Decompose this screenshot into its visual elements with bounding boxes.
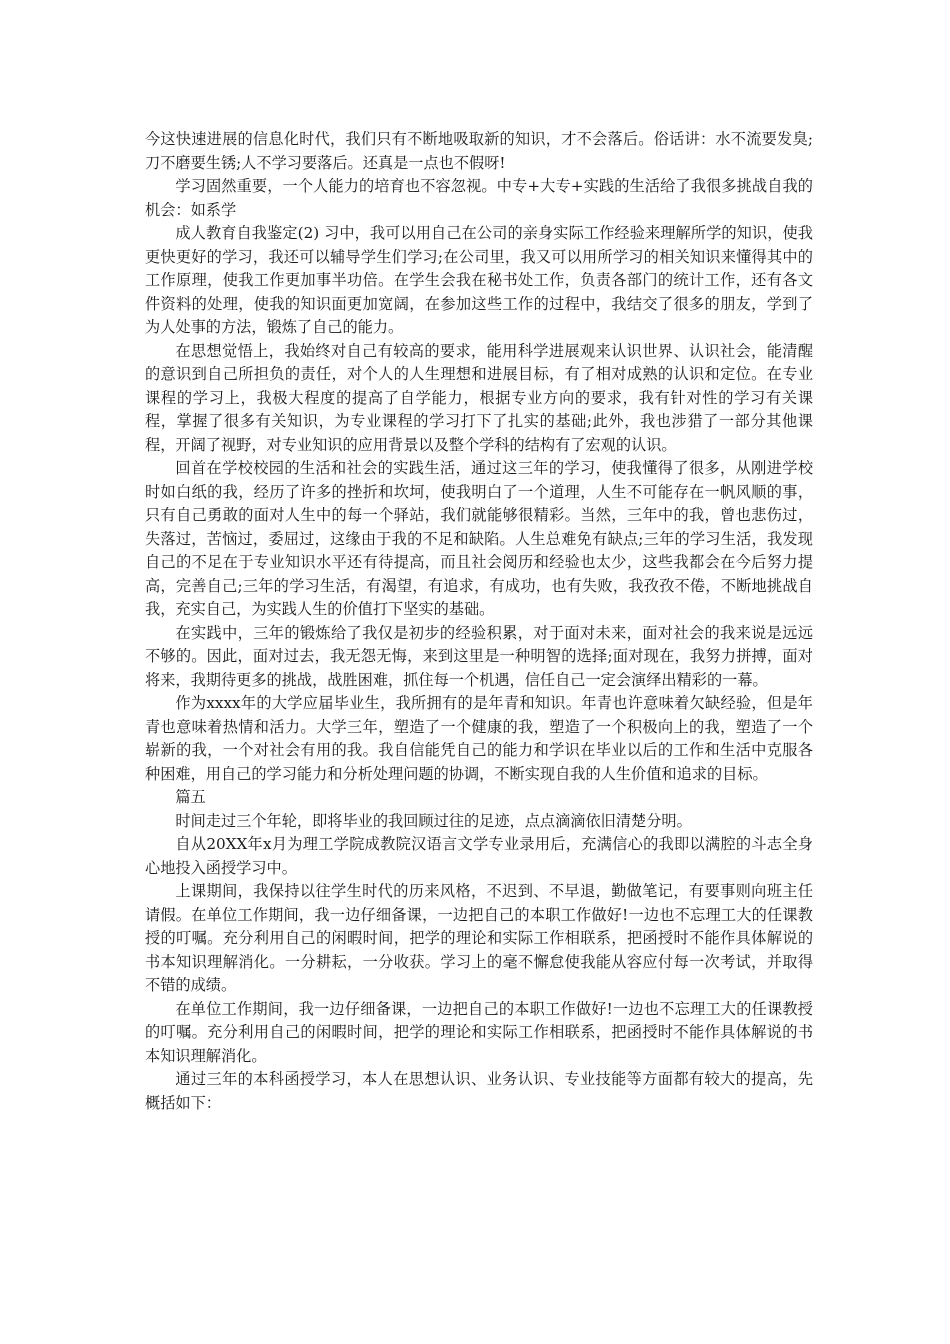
- document-body: [145, 128, 813, 1115]
- paragraph: 今这快速进展的信息化时代，我们只有不断地吸取新的知识，才不会落后。俗话讲：水不流要发臭;刀不磨要生锈;人不学习要落后。还真是一点也不假呀!: [145, 130, 813, 172]
- paragraph: 在思想觉悟上，我始终对自己有较高的要求，能用科学进展观来认识世界、认识社会，能清醒的意识到自己所担负的责任，对个人的人生理想和进展目标，有了相对成熟的认识和定位。在专业课程的学习上，我极大程度的提高了自学能力，根据专业方向的要求，我有针对性的学习有关课程，掌握了很多有关知识，为专业课程的学习打下了扎实的基础;此外，我也涉猎了一部分其他课程，开阔了视野，对专业知识的应用背景以及整个学科的结构有了宏观的认识。: [145, 341, 813, 454]
- paragraph: 在单位工作期间，我一边仔细备课，一边把自己的本职工作做好!一边也不忘理工大的任课教授的叮嘱。充分利用自己的闲暇时间，把学的理论和实际工作相联系，把函授时不能作具体解说的书本知识理解消化。: [145, 999, 813, 1065]
- paragraph: 时间走过三个年轮，即将毕业的我回顾过往的足迹，点点滴滴依旧清楚分明。: [175, 811, 692, 830]
- paragraph: 作为xxxx年的大学应届毕业生，我所拥有的是年青和知识。年青也许意味着欠缺经验，但是年青也意味着热情和活力。大学三年，塑造了一个健康的我，塑造了一个积极向上的我，塑造了一个崭新的我，一个对社会有用的我。我自信能凭自己的能力和学识在毕业以后的工作和生活中克服各种困难，用自己的学习能力和分析处理问题的协调，不断实现自我的人生价值和追求的目标。: [145, 694, 813, 783]
- paragraph: 上课期间，我保持以往学生时代的历来风格，不迟到、不早退，勤做笔记，有要事则向班主任请假。在单位工作期间，我一边仔细备课，一边把自己的本职工作做好!一边也不忘理工大的任课教授的叮嘱。充分利用自己的闲暇时间，把学的理论和实际工作相联系，把函授时不能作具体解说的书本知识理解消化。一分耕耘，一分收获。学习上的毫不懈怠使我能从容应付每一次考试，并取得不错的成绩。: [145, 882, 813, 994]
- paragraph: 成人教育自我鉴定(2) 习中，我可以用自己在公司的亲身实际工作经验来理解所学的知识，使我更快更好的学习，我还可以辅导学生们学习;在公司里，我又可以用所学习的相关知识来懂得其中的工作原理，使我工作更加事半功倍。在学生会我在秘书处工作，负责各部门的统计工作，还有各文件资料的处理，使我的知识面更加宽阔，在参加这些工作的过程中，我结交了很多的朋友，学到了为人处事的方法，锻炼了自己的能力。: [145, 224, 813, 336]
- paragraph: 学习固然重要，一个人能力的培育也不容忽视。中专+大专+实践的生活给了我很多挑战自我的机会：如系学: [145, 177, 813, 219]
- paragraph: 通过三年的本科函授学习，本人在思想认识、业务认识、专业技能等方面都有较大的提高，先概括如下：: [145, 1070, 813, 1112]
- paragraph: 回首在学校校园的生活和社会的实践生活，通过这三年的学习，使我懂得了很多，从刚进学校时如白纸的我，经历了许多的挫折和坎坷，使我明白了一个道理，人生不可能存在一帆风顺的事，只有自己勇敢的面对人生中的每一个驿站，我们就能够很精彩。当然，三年中的我，曾也悲伤过，失落过，苦恼过，委屈过，这缘由于我的不足和缺陷。人生总难免有缺点;三年的学习生活，我发现自己的不足在于专业知识水平还有待提高，而且社会阅历和经验也太少，这些我都会在今后努力提高，完善自己;三年的学习生活，有渴望，有追求，有成功，也有失败，我孜孜不倦，不断地挑战自我，充实自己，为实践人生的价值打下坚实的基础。: [145, 459, 813, 618]
- section-heading: 篇五: [175, 788, 206, 806]
- paragraph: 自从20XX年x月为理工学院成教院汉语言文学专业录用后，充满信心的我即以满腔的斗志全身心地投入函授学习中。: [145, 835, 813, 877]
- paragraph: 在实践中，三年的锻炼给了我仅是初步的经验积累，对于面对未来，面对社会的我来说是远远不够的。因此，面对过去，我无怨无悔，来到这里是一种明智的选择;面对现在，我努力拼搏，面对将来，我期待更多的挑战，战胜困难，抓住每一个机遇，信任自己一定会演绎出精彩的一幕。: [145, 623, 813, 689]
